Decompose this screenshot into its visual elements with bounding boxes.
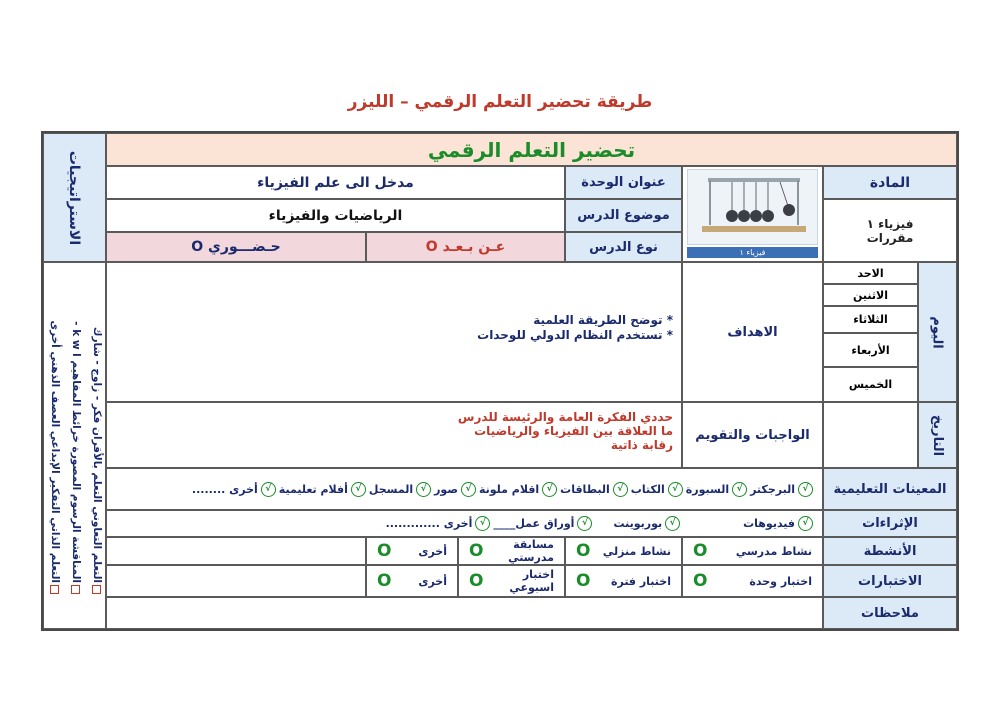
- day-row[interactable]: الخميس: [823, 367, 918, 402]
- check-circle-icon[interactable]: √: [798, 516, 813, 531]
- check-circle-icon[interactable]: √: [798, 482, 813, 497]
- enrichment-cell: [106, 510, 823, 537]
- date-value-cell[interactable]: [823, 402, 918, 468]
- activity-empty-cell: [106, 537, 366, 565]
- subject-value-cell: [823, 199, 957, 262]
- checkbox-icon[interactable]: [93, 585, 102, 594]
- test-cell[interactable]: أخرى O: [366, 565, 458, 597]
- aid-item: المسجل: [368, 482, 414, 496]
- aid-item: البطاقات: [560, 482, 610, 496]
- enrichment-other: أخرى .............: [385, 517, 473, 530]
- activity-cell[interactable]: نشاط مدرسي O: [682, 537, 823, 565]
- checkbox-icon[interactable]: [51, 585, 60, 594]
- objectives-label: الاهداف: [682, 262, 823, 402]
- activity-cell[interactable]: مسابقة مدرستي O: [458, 537, 565, 565]
- homework-cell[interactable]: [106, 402, 682, 468]
- activity-radio[interactable]: O: [377, 541, 392, 561]
- lesson-label: موضوع الدرس: [565, 199, 682, 232]
- activities-label: الأنشطة: [823, 537, 957, 565]
- strategies-list-cell: [43, 262, 106, 629]
- lesson-type-remote[interactable]: عـن بـعـد O: [366, 232, 565, 262]
- tests-label: الاختبارات: [823, 565, 957, 597]
- enrichment-item: أوراق عمل____: [493, 517, 575, 530]
- aid-item: صور: [434, 482, 458, 496]
- date-label-cell: [918, 402, 957, 468]
- notes-field[interactable]: [106, 597, 823, 629]
- day-label: اليوم: [929, 315, 945, 349]
- check-circle-icon[interactable]: √: [613, 482, 628, 497]
- aid-item: أفلام تعليمية: [278, 482, 348, 496]
- check-circle-icon[interactable]: √: [668, 482, 683, 497]
- activity-radio[interactable]: O: [469, 541, 484, 561]
- check-circle-icon[interactable]: √: [475, 516, 490, 531]
- objective-item: * تستخدم النظام الدولي للوحدات: [477, 328, 673, 342]
- unit-value[interactable]: مدخل الى علم الفيزياء: [106, 166, 565, 199]
- test-radio[interactable]: O: [693, 571, 708, 591]
- test-radio[interactable]: O: [469, 571, 484, 591]
- aid-item: السبورة: [685, 482, 730, 496]
- homework-item: ما العلاقة بين الفيزياء والرياضيات: [474, 424, 673, 438]
- homework-item: رقابة ذاتية: [610, 438, 673, 452]
- section-header: تحضير التعلم الرقمي: [106, 133, 957, 166]
- newtons-cradle-image: [687, 169, 818, 245]
- test-cell[interactable]: اختبار وحدة O: [682, 565, 823, 597]
- lesson-value[interactable]: الرياضيات والفيزياء: [106, 199, 565, 232]
- unit-label: عنوان الوحدة: [565, 166, 682, 199]
- subject-value-2: مقررات: [866, 230, 914, 245]
- check-circle-icon[interactable]: √: [416, 482, 431, 497]
- activity-radio[interactable]: O: [693, 541, 708, 561]
- date-label: التاريخ: [930, 414, 946, 456]
- check-circle-icon[interactable]: √: [577, 516, 592, 531]
- strategies-line-2: المناقشة الرسوم المصورة خرائط المفاهيم k w l -: [65, 296, 86, 596]
- lesson-type-inperson[interactable]: حـضـــوري O: [106, 232, 366, 262]
- activity-cell[interactable]: نشاط منزلي O: [565, 537, 682, 565]
- aids-label: المعينات التعليمية: [823, 468, 957, 510]
- aid-item: اقلام ملونة: [478, 482, 540, 496]
- strategies-header-cell: [43, 133, 106, 262]
- aid-item: البرجكتر: [750, 482, 795, 496]
- check-circle-icon[interactable]: √: [461, 482, 476, 497]
- day-label-cell: [918, 262, 957, 402]
- test-empty-cell: [106, 565, 366, 597]
- test-radio[interactable]: O: [377, 571, 392, 591]
- check-circle-icon[interactable]: √: [261, 482, 276, 497]
- activity-cell[interactable]: أخرى O: [366, 537, 458, 565]
- page-title: طريقة تحضير التعلم الرقمي – الليزر: [347, 92, 653, 112]
- checkbox-icon[interactable]: [72, 585, 81, 594]
- notes-label: ملاحظات: [823, 597, 957, 629]
- strategies-title: الاستراتيجيات: [66, 150, 83, 245]
- homework-label: الواجبات والتقويم: [682, 402, 823, 468]
- day-row[interactable]: الاثنين: [823, 284, 918, 306]
- day-row[interactable]: الاحد: [823, 262, 918, 284]
- objectives-cell[interactable]: [106, 262, 682, 402]
- enrichment-item: فيديوهات: [743, 517, 795, 530]
- homework-list: [458, 410, 673, 452]
- strategies-list: [43, 296, 106, 596]
- check-circle-icon[interactable]: √: [732, 482, 747, 497]
- subject-thumbnail-cell: [682, 166, 823, 262]
- enrichment-item: بوربوينت: [613, 517, 663, 530]
- enrichment-label: الإثراءات: [823, 510, 957, 537]
- day-row[interactable]: الأربعاء: [823, 333, 918, 367]
- objectives-list: [477, 313, 673, 343]
- subject-value: فيزياء ١: [866, 216, 914, 231]
- test-cell[interactable]: اختبار فترة O: [565, 565, 682, 597]
- homework-item: حددي الفكرة العامة والرئيسة للدرس: [457, 410, 673, 424]
- check-circle-icon[interactable]: √: [542, 482, 557, 497]
- strategies-line-1: التعلم التعاوني التعلم بالأقران فكر - زاوج - شارك: [86, 296, 106, 596]
- thumbnail-caption: فيزياء ١: [687, 247, 818, 258]
- lesson-type-label: نوع الدرس: [565, 232, 682, 262]
- strategies-line-3: التعلم الذاتي التفكير الإبداعي العصف الذهني أخرى: [44, 296, 65, 596]
- subject-label: المادة: [823, 166, 957, 199]
- activity-radio[interactable]: O: [576, 541, 591, 561]
- test-radio[interactable]: O: [576, 571, 591, 591]
- day-row[interactable]: الثلاثاء: [823, 306, 918, 333]
- aid-item: الكتاب: [630, 482, 665, 496]
- inperson-radio[interactable]: O: [191, 239, 204, 255]
- aid-other: أخرى ........: [191, 482, 258, 496]
- remote-radio[interactable]: O: [425, 239, 438, 255]
- newtons-cradle-icon: [688, 170, 819, 246]
- check-circle-icon[interactable]: √: [351, 482, 366, 497]
- aids-cell: [106, 468, 823, 510]
- test-cell[interactable]: اختبار اسبوعي O: [458, 565, 565, 597]
- check-circle-icon[interactable]: √: [665, 516, 680, 531]
- objective-item: * توضح الطريقة العلمية: [533, 313, 673, 327]
